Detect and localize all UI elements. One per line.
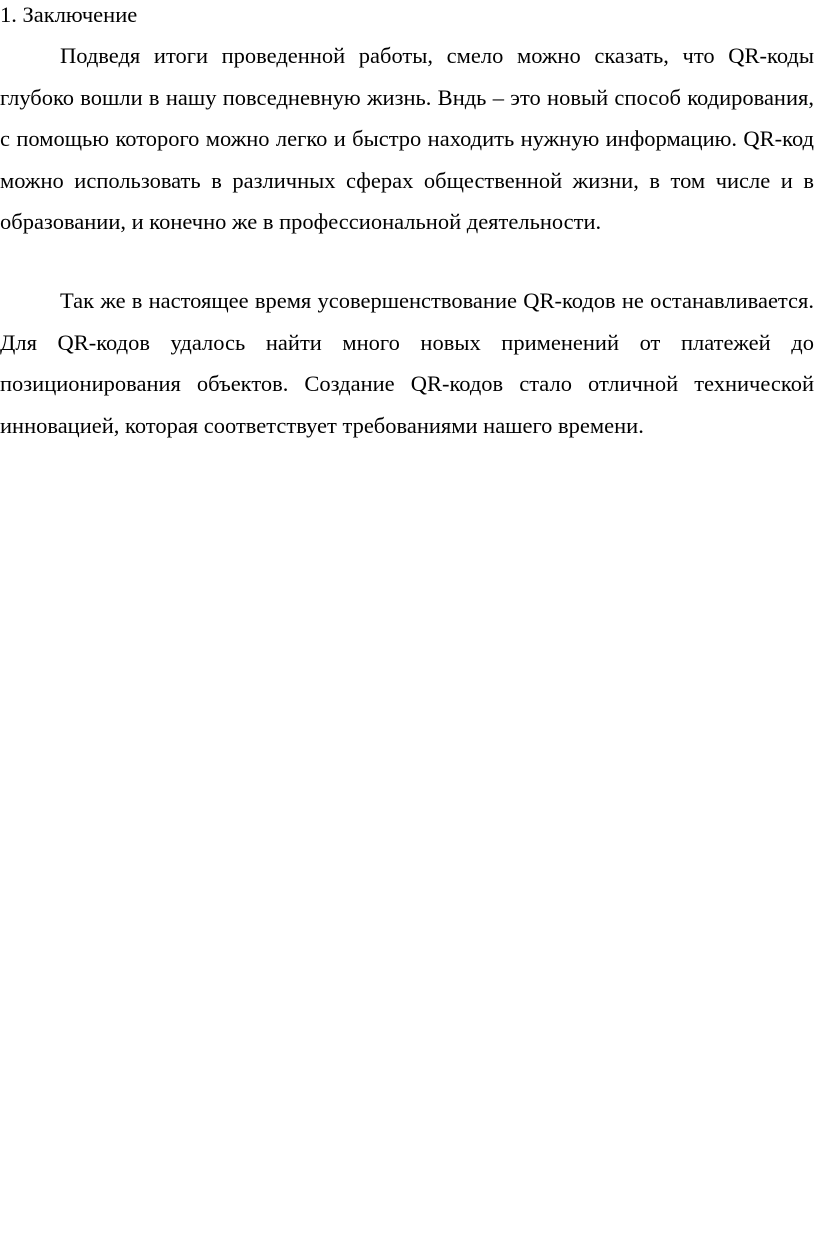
paragraph-development: Так же в настоящее время усовершенствование QR-кодов не останавливается. Для QR-кодов удалось найти много новых применений от платежей до позиционирования объектов. Создание QR-кодов стало отличной технической инновацией, которая соответствует требованиями нашего времени. bbox=[0, 288, 814, 438]
section-heading: 1. Заключение bbox=[0, 2, 138, 27]
paragraph-summary: Подведя итоги проведенной работы, смело можно сказать, что QR-коды глубоко вошли в нашу повседневную жизнь. Вндь – это новый способ кодирования, с помощью которого можно легко и быстро находить нужную информацию. QR-код можно использовать в различных сферах общественной жизни, в том числе и в образовании, и конечно же в профессиональной деятельности. bbox=[0, 43, 814, 234]
